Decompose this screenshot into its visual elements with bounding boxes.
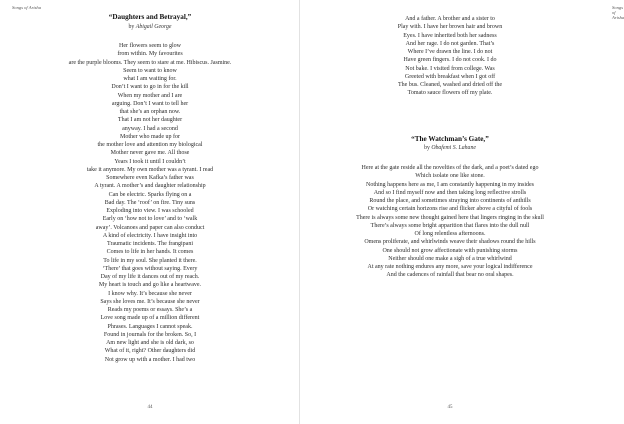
- poem-line: Greeted with breakfast when I got off: [404, 73, 496, 80]
- poem-line: My heart is touch and go like a heartwave.: [98, 282, 202, 289]
- poem-line: Day of my life it dances out of my reach.: [100, 274, 200, 280]
- left-page: [0, 0, 300, 424]
- page-number: 45: [447, 405, 453, 410]
- poem-line: Where I’ve drawn the line. I do not: [407, 49, 493, 55]
- poem-line: Early on ‘how not to love’ and to ‘walk: [102, 216, 198, 223]
- poem-line: Her flowers seem to glow: [119, 43, 181, 49]
- poem-line: To life in my soul. She planted it there.: [103, 257, 197, 264]
- poem-body: [0, 42, 300, 364]
- poem-line: Neither should one make a sigh of a true whirlwind: [388, 255, 512, 262]
- poem-line: Which isolate one like stone.: [415, 173, 485, 180]
- poem-line: Exploding into view. I was schooled: [106, 208, 194, 214]
- poem-line: anyway. I had a second: [122, 125, 178, 132]
- right-page: [300, 0, 624, 424]
- poem-line: And so I find myself now and then taking long reflective strolls: [373, 189, 527, 196]
- poem-title: “The Watchman’s Gate,”: [411, 135, 489, 143]
- byline: [300, 145, 600, 151]
- author-name: Abigail George: [135, 24, 172, 30]
- poem-line: Not grow up with a mother. I had two: [104, 356, 196, 363]
- poem-line: Not bake. I visited from college. Was: [405, 65, 495, 72]
- poem-title: “Daughters and Betrayal,”: [108, 13, 192, 21]
- poem-line: Bad day. The ‘roof’ on fire. Tiny suns: [104, 199, 196, 206]
- poem-line: Eyes. I have inherited both her sadness: [403, 32, 497, 39]
- poem-line: what I am waiting for.: [123, 76, 177, 82]
- poem-body-continued: [300, 15, 600, 98]
- poem-line: are the purple blooms. They seem to stare at me. Hibiscus. Jasmine.: [68, 59, 232, 66]
- poem-line: Says she loves me. It’s because she never: [100, 298, 200, 305]
- poem-line: away’. Volcanoes and paper can also conduct: [95, 224, 205, 231]
- poem-line: And a father. A brother and a sister to: [405, 16, 495, 22]
- page-number: 44: [147, 405, 153, 410]
- poem-line: What of it, right? Other daughters did: [104, 348, 196, 355]
- poem-line: Can be electric. Sparks flying on a: [108, 191, 192, 198]
- poem-line: The bus. Cleaned, washed and dried off the: [397, 82, 503, 88]
- poem-line: There is always some new thought gained here that lingers ringing in the skull: [356, 214, 544, 221]
- byline-prefix: by: [424, 145, 430, 151]
- poem-line: Seem to want to know: [123, 67, 177, 74]
- poem-line: I know why. It’s because she never: [108, 290, 192, 297]
- poem-line: Nothing happens here as me, I am constantly happening in my insides: [366, 181, 534, 188]
- poem-line: Don’t I want to go in for the kill: [111, 84, 189, 91]
- poem-line: Play with. I have her brown hair and brown: [397, 24, 503, 31]
- poem-line: the mother love and attention my biological: [97, 142, 203, 148]
- poem-line: Found in journals for the broken. So, I: [103, 331, 197, 338]
- running-head-right: Songs of Arisha: [612, 5, 624, 20]
- byline-prefix: by: [128, 24, 135, 30]
- poem-line: A tyrant. A mother’s and daughter relationship: [94, 183, 206, 190]
- poem-line: that she’s an orphan now.: [119, 109, 181, 115]
- running-head-left: Songs of Arisha: [12, 5, 42, 10]
- poem-line: Phrases. Languages I cannot speak.: [107, 323, 193, 330]
- poem-line: Tomato sauce flowers off my plate.: [407, 90, 493, 97]
- poem-line: Omens proliferate, and whirlwinds weave their shadows round the hills: [364, 239, 536, 246]
- poem-line: One should not grow affectionate with punishing storms: [382, 247, 518, 254]
- poem-line: Round the place, and sometimes straying into continents of anthills: [369, 198, 531, 204]
- poem-body: [300, 164, 600, 280]
- poem-line: Am new light and she is old dark, so: [106, 340, 194, 346]
- poem-line: That I am not her daughter: [117, 117, 183, 124]
- poem-line: Traumatic incidents. The frangipani: [107, 241, 193, 247]
- poem-line: Love song made up of a million different: [100, 315, 200, 322]
- poem-line: Of long relentless afternoons.: [414, 231, 486, 237]
- poem-line: Or watching certain horizons rise and flicker above a cityful of fools: [367, 206, 533, 213]
- poem-line: Comes to life in her hands. It comes: [106, 249, 194, 256]
- poem-line: from within. My favourites: [117, 51, 183, 58]
- poem-line: Somewhere even Kafka’s father was: [106, 175, 194, 181]
- author-name: Obafemi S. Lahane: [431, 145, 476, 151]
- poem-line: There’s always some bright apparition that flares into the dull null: [370, 222, 530, 229]
- poem-line: When my mother and I are: [117, 92, 183, 99]
- poem-line: arguing. Don’t I want to tell her: [111, 100, 189, 107]
- poem-line: Here at the gate reside all the novelties of the dark, and a poet’s dated ego: [361, 165, 539, 171]
- poem-line: And the cadences of rainfall that bear no oral shapes.: [386, 272, 514, 279]
- poem-line: ‘There’ that goes without saying. Every: [102, 265, 198, 272]
- poem-line: A kind of electricity. I have insight into: [102, 232, 198, 239]
- poem-line: take it anymore. My own mother was a tyrant. I read: [86, 166, 214, 173]
- poem-line: Years I took it until I couldn’t: [114, 158, 186, 165]
- poem-line: And her rage. I do not garden. That’s: [405, 40, 495, 47]
- poem-line: Reads my poems or essays. She’s a: [107, 307, 193, 313]
- poem-line: Mother never gave me. All those: [110, 150, 190, 157]
- poem-line: Have green fingers. I do not cook. I do: [403, 57, 497, 64]
- poem-line: Mother who made up for: [120, 133, 180, 140]
- byline: [0, 24, 300, 30]
- poem-line: At any rate nothing endures any more, save your logical indifference: [367, 264, 533, 270]
